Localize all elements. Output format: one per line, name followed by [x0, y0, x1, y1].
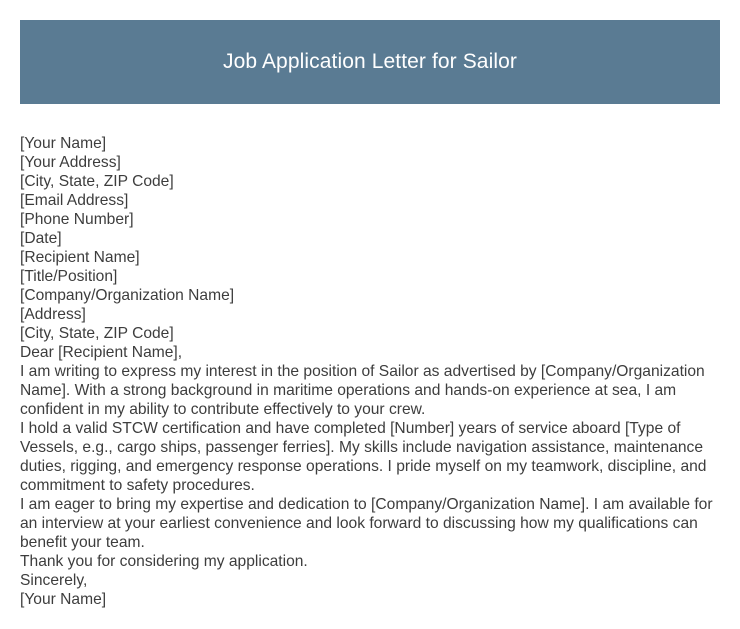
sender-city-state-zip: [City, State, ZIP Code] — [20, 173, 174, 190]
recipient-title: [Title/Position] — [20, 268, 118, 285]
signature: [Your Name] — [20, 591, 107, 608]
sender-email: [Email Address] — [20, 192, 129, 209]
recipient-name: [Recipient Name] — [20, 249, 140, 266]
sender-address: [Your Address] — [20, 154, 121, 171]
sender-name: [Your Name] — [20, 135, 107, 152]
recipient-address: [Address] — [20, 306, 86, 323]
body-paragraph-3: I am eager to bring my expertise and dedication to [Company/Organization Name]. I am available for an interview at your earliest convenience and look forward to discussing how my qualifications can benefit your team. — [20, 496, 713, 551]
letter-date: [Date] — [20, 230, 62, 247]
thanks-line: Thank you for considering my application. — [20, 553, 308, 570]
sender-phone: [Phone Number] — [20, 211, 134, 228]
body-paragraph-1: I am writing to express my interest in the position of Sailor as advertised by [Company/Organization Name]. With a strong background in maritime operations and hands-on experience at sea, I am confident in my ability to contribute effectively to your crew. — [20, 363, 705, 418]
letter-body — [20, 134, 724, 609]
page-title: Job Application Letter for Sailor — [223, 50, 517, 73]
closing: Sincerely, — [20, 572, 88, 589]
body-paragraph-2: I hold a valid STCW certification and have completed [Number] years of service aboard [Type of Vessels, e.g., cargo ships, passenger ferries]. My skills include navigation assistance, maintenance duties, rigging, and emergency response operations. I pride myself on my teamwork, discipline, and commitment to safety procedures. — [20, 420, 707, 494]
recipient-company: [Company/Organization Name] — [20, 287, 235, 304]
salutation: Dear [Recipient Name], — [20, 344, 183, 361]
header-banner — [20, 20, 720, 104]
recipient-city-state-zip: [City, State, ZIP Code] — [20, 325, 174, 342]
